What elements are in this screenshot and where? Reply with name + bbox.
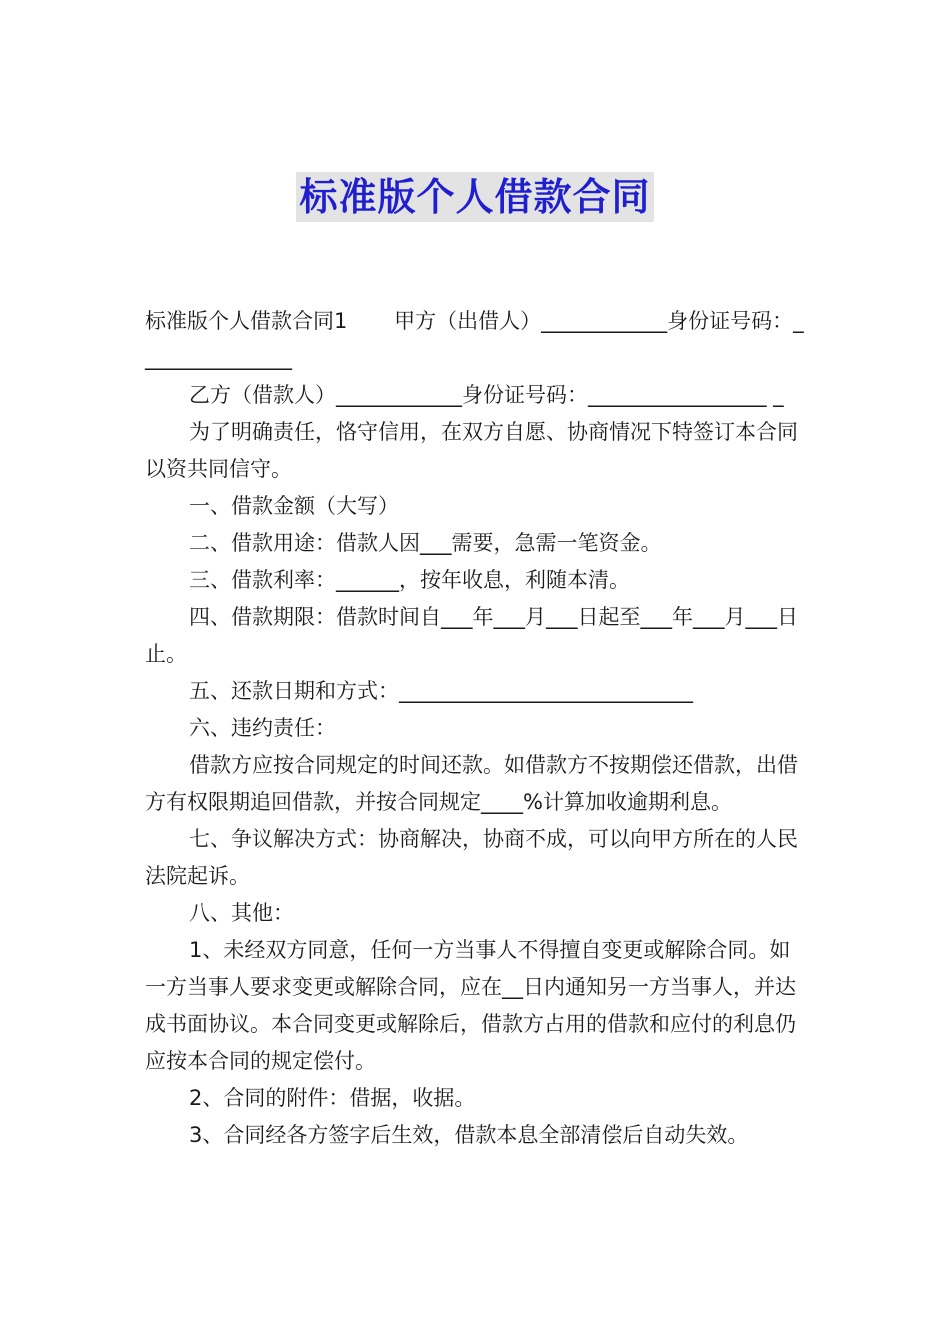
document-body [145,303,810,1154]
clause-repayment: 五、还款日期和方式：____________________________ [189,679,693,703]
clause-liability-body: 借款方应按合同规定的时间还款。如借款方不按期偿还借款，出借方有权限期追回借款，并按合同规定____%计算加收逾期利息。 [145,753,798,814]
clause-other-item-1: 1、未经双方同意，任何一方当事人不得擅自变更或解除合同。如一方当事人要求变更或解除合同，应在__日内通知另一方当事人，并达成书面协议。本合同变更或解除后，借款方占用的借款和应付的利息仍应按本合同的规定偿付。 [145,938,796,1073]
clause-other-item-2: 2、合同的附件：借据，收据。 [189,1086,476,1110]
clause-dispute: 七、争议解决方式：协商解决，协商不成，可以向甲方所在的人民法院起诉。 [145,827,798,888]
clause-other-heading: 八、其他： [189,901,294,925]
clause-loan-amount: 一、借款金额（大写） [189,494,399,518]
clause-other-item-3: 3、合同经各方签字后生效，借款本息全部清偿后自动失效。 [189,1123,749,1147]
paragraph-preamble: 为了明确责任，恪守信用，在双方自愿、协商情况下特签订本合同以资共同信守。 [145,420,798,481]
title-container [0,172,950,222]
paragraph-party-borrower: 乙方（借款人）____________身份证号码：_________________ _ [189,383,784,407]
document-title: 标准版个人借款合同 [296,172,653,222]
clause-loan-purpose: 二、借款用途：借款人因___需要，急需一笔资金。 [189,531,662,555]
clause-liability-heading: 六、违约责任： [189,716,336,740]
clause-loan-term: 四、借款期限：借款时间自___年___月___日起至___年___月___日止。 [145,605,798,666]
clause-interest-rate: 三、借款利率：______，按年收息，利随本清。 [189,568,630,592]
paragraph-parties-lender: 标准版个人借款合同1 甲方（出借人）____________身份证号码：_______________ [145,309,804,370]
